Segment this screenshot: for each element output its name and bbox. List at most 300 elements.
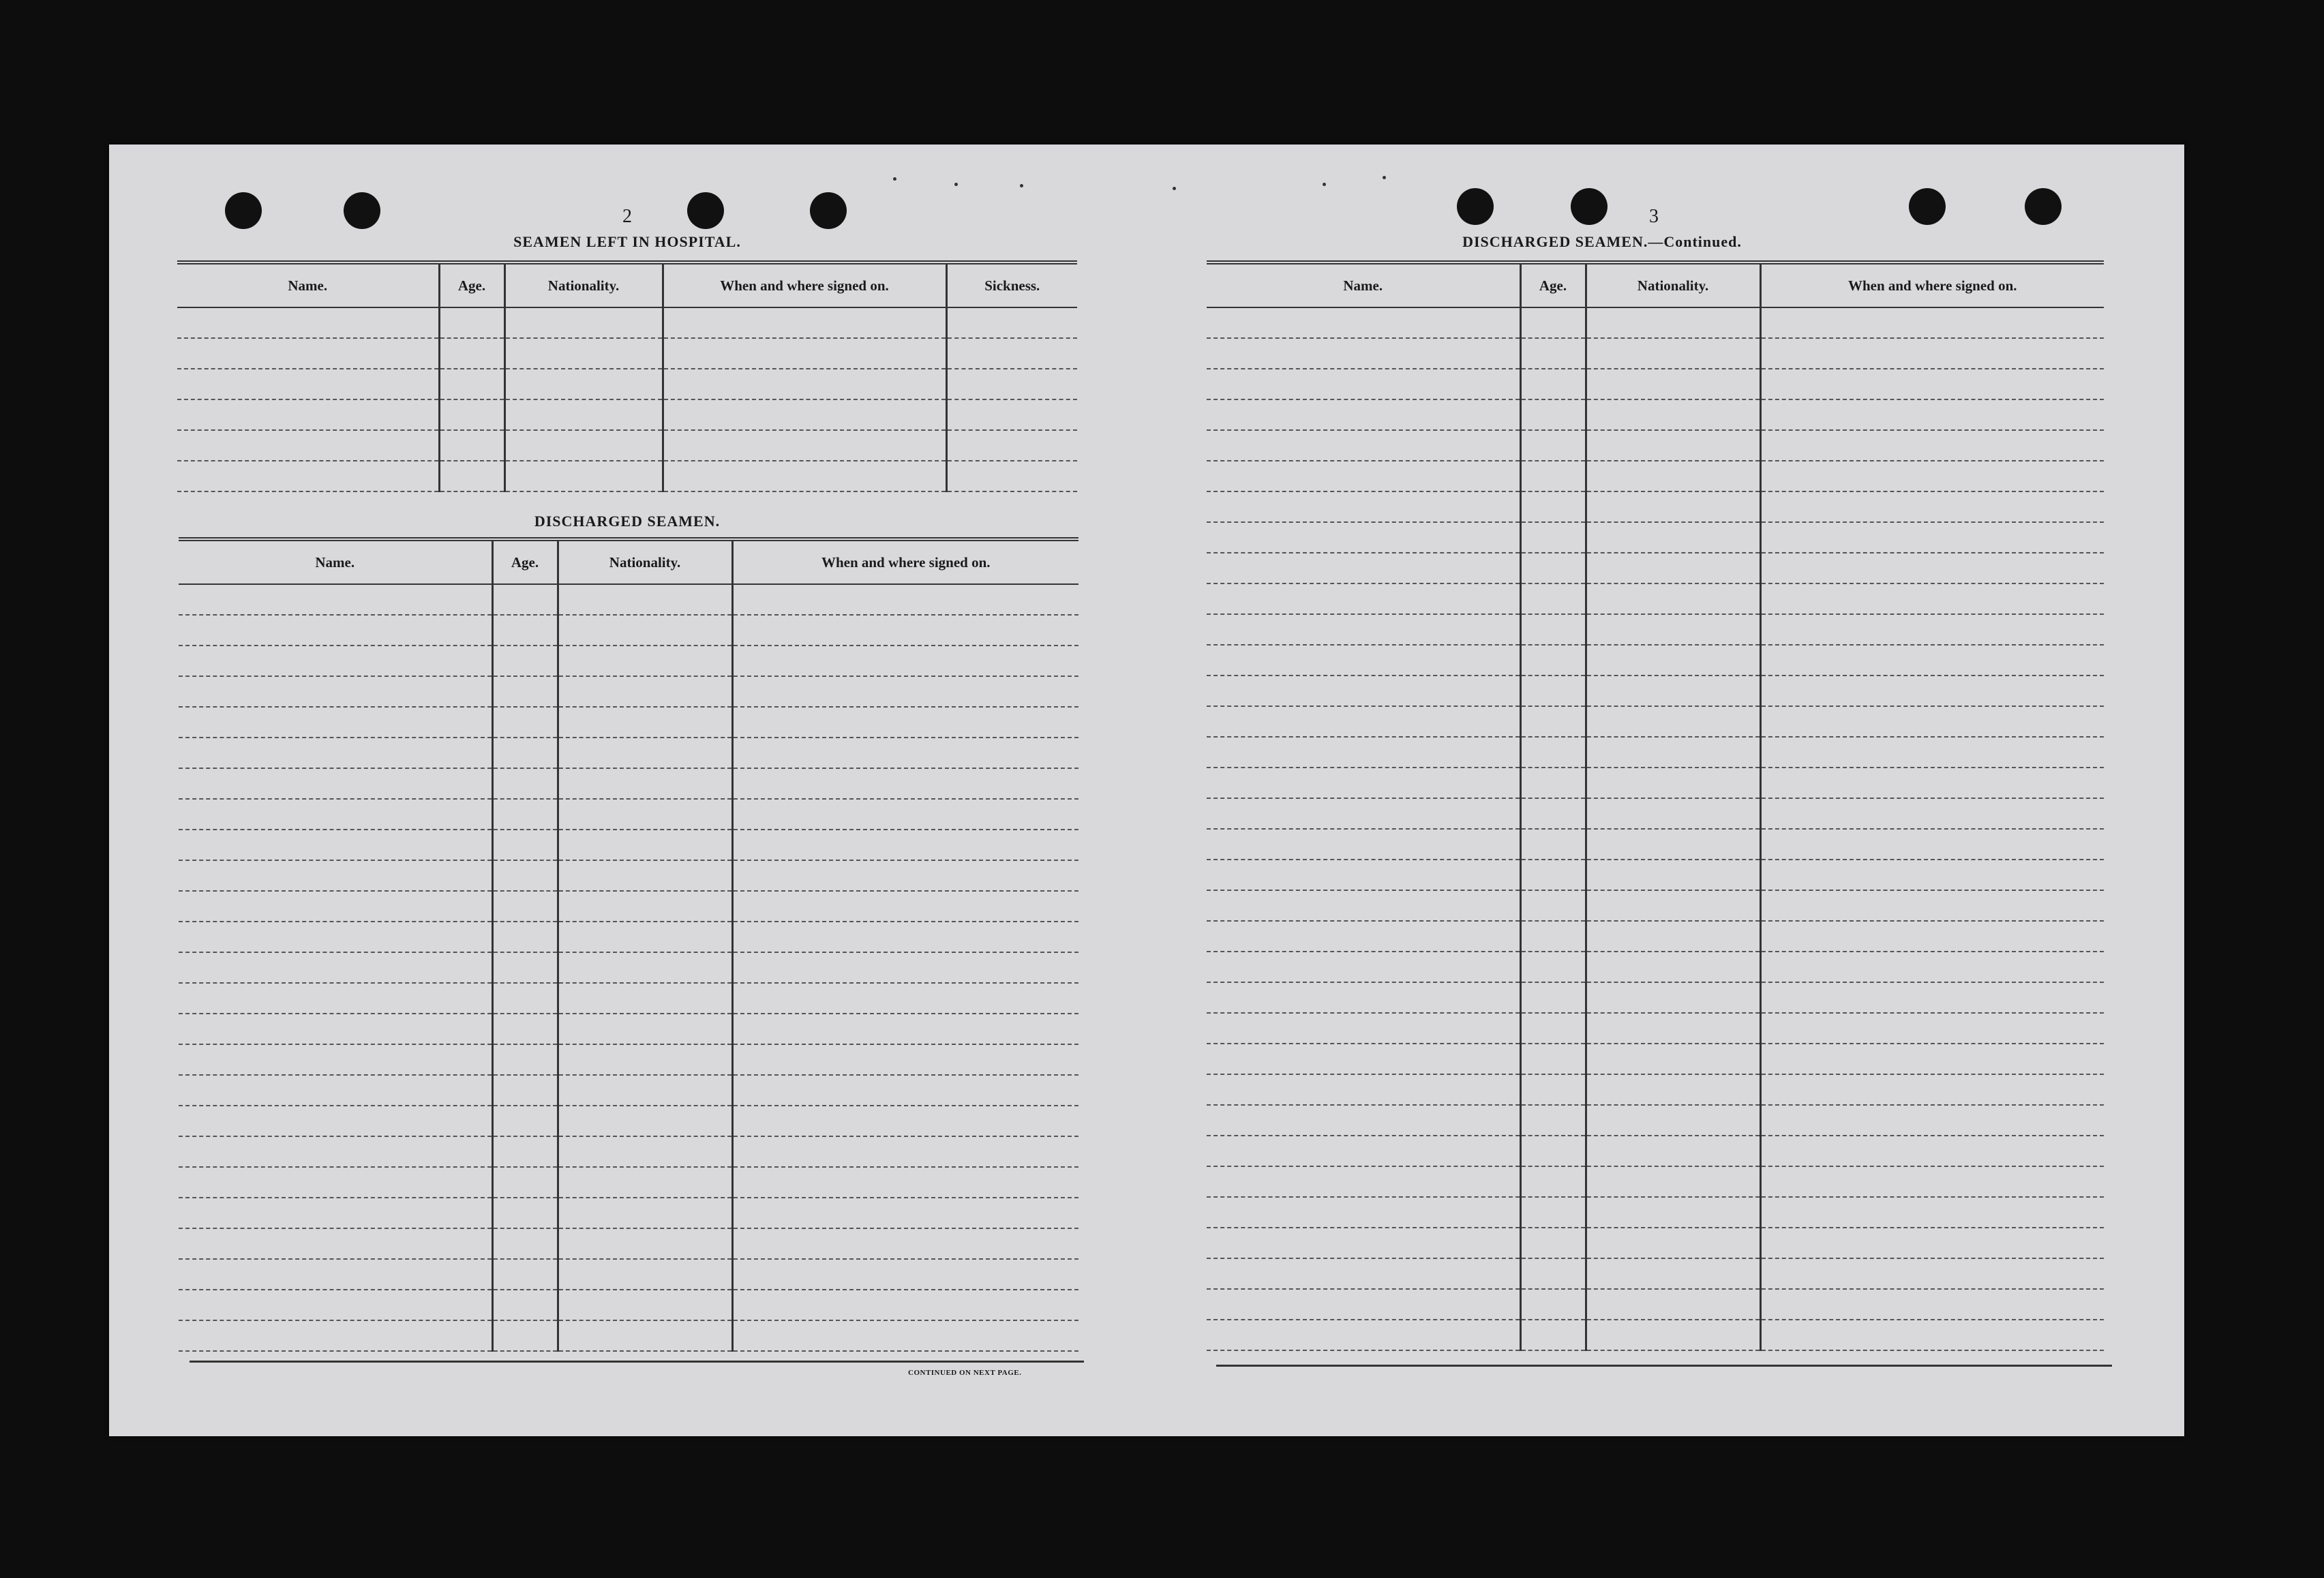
punch-hole-icon xyxy=(1571,188,1608,225)
blank-cell xyxy=(1520,706,1586,737)
right-bottom-rule xyxy=(1216,1365,2112,1367)
blank-cell xyxy=(1586,491,1760,522)
blank-cell xyxy=(1760,1289,2104,1320)
blank-cell xyxy=(1207,829,1520,860)
punch-hole-icon xyxy=(344,192,380,229)
discharged-left-blank-row xyxy=(179,1290,1078,1320)
blank-cell xyxy=(179,891,492,922)
blank-cell xyxy=(732,615,1078,646)
blank-cell xyxy=(663,369,946,399)
blank-cell xyxy=(1586,860,1760,890)
discharged-right-blank-row xyxy=(1207,921,2104,952)
blank-cell xyxy=(1520,1228,1586,1258)
discharged-left-blank-row xyxy=(179,830,1078,860)
discharged-left-table xyxy=(179,537,1078,1352)
blank-cell xyxy=(946,399,1077,430)
blank-cell xyxy=(1520,1320,1586,1350)
blank-cell xyxy=(179,676,492,707)
blank-cell xyxy=(492,1259,558,1290)
punch-hole-icon xyxy=(2025,188,2062,225)
blank-cell xyxy=(1520,491,1586,522)
blank-cell xyxy=(1207,1044,1520,1074)
blank-cell xyxy=(732,891,1078,922)
blank-cell xyxy=(1586,553,1760,583)
blank-cell xyxy=(558,676,732,707)
discharged-right-blank-row xyxy=(1207,1166,2104,1197)
blank-cell xyxy=(558,646,732,676)
blank-cell xyxy=(177,338,439,369)
blank-cell xyxy=(492,584,558,615)
blank-cell xyxy=(1760,461,2104,491)
discharged-right-blank-row xyxy=(1207,890,2104,921)
blank-cell xyxy=(1207,1289,1520,1320)
hospital-blank-row xyxy=(177,399,1077,430)
blank-cell xyxy=(946,430,1077,461)
blank-cell xyxy=(1520,614,1586,645)
discharged-right-blank-row xyxy=(1207,338,2104,369)
blank-cell xyxy=(1586,645,1760,676)
blank-cell xyxy=(1207,338,1520,369)
blank-cell xyxy=(1586,798,1760,829)
blank-cell xyxy=(492,707,558,738)
blank-cell xyxy=(1586,982,1760,1013)
discharged-right-blank-row xyxy=(1207,1258,2104,1289)
ink-speck xyxy=(893,177,896,181)
blank-cell xyxy=(1520,645,1586,676)
discharged-right-blank-row xyxy=(1207,768,2104,798)
blank-cell xyxy=(439,338,504,369)
blank-cell xyxy=(732,1075,1078,1106)
discharged-left-blank-row xyxy=(179,891,1078,922)
blank-cell xyxy=(439,307,504,338)
discharged-right-blank-row xyxy=(1207,982,2104,1013)
blank-cell xyxy=(492,983,558,1014)
blank-cell xyxy=(1520,676,1586,706)
punch-hole-icon xyxy=(1457,188,1494,225)
blank-cell xyxy=(1760,952,2104,982)
discharged-right-blank-row xyxy=(1207,1105,2104,1136)
discharged-left-column-header: Name. xyxy=(179,539,492,584)
blank-cell xyxy=(1207,921,1520,952)
blank-cell xyxy=(1520,399,1586,430)
blank-cell xyxy=(732,768,1078,799)
blank-cell xyxy=(504,430,663,461)
hospital-blank-row xyxy=(177,369,1077,399)
blank-cell xyxy=(1207,952,1520,982)
blank-cell xyxy=(1586,921,1760,952)
blank-cell xyxy=(1760,829,2104,860)
blank-cell xyxy=(1520,829,1586,860)
blank-cell xyxy=(732,922,1078,952)
blank-cell xyxy=(1586,768,1760,798)
blank-cell xyxy=(1760,1013,2104,1044)
blank-cell xyxy=(1586,1136,1760,1166)
blank-cell xyxy=(179,860,492,891)
discharged-right-blank-row xyxy=(1207,553,2104,583)
blank-cell xyxy=(492,1044,558,1075)
blank-cell xyxy=(177,307,439,338)
blank-cell xyxy=(492,891,558,922)
punch-hole-icon xyxy=(1909,188,1946,225)
blank-cell xyxy=(732,983,1078,1014)
blank-cell xyxy=(179,1136,492,1167)
blank-cell xyxy=(1760,430,2104,461)
blank-cell xyxy=(1520,1289,1586,1320)
blank-cell xyxy=(732,1198,1078,1228)
blank-cell xyxy=(732,1320,1078,1351)
blank-cell xyxy=(1207,399,1520,430)
discharged-left-blank-row xyxy=(179,1106,1078,1136)
blank-cell xyxy=(1760,338,2104,369)
blank-cell xyxy=(1207,614,1520,645)
blank-cell xyxy=(1586,676,1760,706)
blank-cell xyxy=(732,707,1078,738)
discharged-right-blank-row xyxy=(1207,829,2104,860)
blank-cell xyxy=(1586,307,1760,338)
blank-cell xyxy=(663,430,946,461)
discharged-right-blank-row xyxy=(1207,952,2104,982)
blank-cell xyxy=(1586,522,1760,553)
discharged-right-blank-row xyxy=(1207,1320,2104,1350)
blank-cell xyxy=(1207,430,1520,461)
blank-cell xyxy=(439,369,504,399)
blank-cell xyxy=(492,1136,558,1167)
blank-cell xyxy=(492,830,558,860)
blank-cell xyxy=(946,461,1077,491)
blank-cell xyxy=(558,1075,732,1106)
blank-cell xyxy=(1760,1136,2104,1166)
blank-cell xyxy=(1760,1320,2104,1350)
blank-cell xyxy=(1520,338,1586,369)
blank-cell xyxy=(179,1290,492,1320)
blank-cell xyxy=(558,1259,732,1290)
blank-cell xyxy=(1520,1044,1586,1074)
blank-cell xyxy=(492,1290,558,1320)
blank-cell xyxy=(1520,1166,1586,1197)
blank-cell xyxy=(492,1228,558,1259)
blank-cell xyxy=(1520,583,1586,614)
blank-cell xyxy=(179,1320,492,1351)
discharged-right-blank-row xyxy=(1207,737,2104,768)
blank-cell xyxy=(1760,307,2104,338)
discharged-right-blank-row xyxy=(1207,307,2104,338)
blank-cell xyxy=(177,369,439,399)
discharged-right-blank-row xyxy=(1207,583,2104,614)
blank-cell xyxy=(558,738,732,768)
discharged-left-blank-row xyxy=(179,1167,1078,1198)
hospital-table xyxy=(177,260,1077,492)
blank-cell xyxy=(1207,522,1520,553)
discharged-left-blank-row xyxy=(179,584,1078,615)
blank-cell xyxy=(1586,369,1760,399)
blank-cell xyxy=(558,922,732,952)
blank-cell xyxy=(1207,369,1520,399)
blank-cell xyxy=(1760,1044,2104,1074)
discharged-right-blank-row xyxy=(1207,369,2104,399)
discharged-left-blank-row xyxy=(179,676,1078,707)
blank-cell xyxy=(1586,890,1760,921)
blank-cell xyxy=(1760,982,2104,1013)
ink-speck xyxy=(954,183,958,186)
punch-hole-icon xyxy=(225,192,262,229)
blank-cell xyxy=(1760,645,2104,676)
blank-cell xyxy=(1760,706,2104,737)
discharged-left-blank-row xyxy=(179,952,1078,983)
blank-cell xyxy=(1207,491,1520,522)
blank-cell xyxy=(179,1259,492,1290)
blank-cell xyxy=(1520,1258,1586,1289)
blank-cell xyxy=(732,738,1078,768)
blank-cell xyxy=(1207,1228,1520,1258)
blank-cell xyxy=(1586,1228,1760,1258)
blank-cell xyxy=(492,676,558,707)
blank-cell xyxy=(558,860,732,891)
discharged-left-blank-row xyxy=(179,615,1078,646)
blank-cell xyxy=(177,461,439,491)
blank-cell xyxy=(504,399,663,430)
blank-cell xyxy=(492,1320,558,1351)
blank-cell xyxy=(504,461,663,491)
discharged-section-title: DISCHARGED SEAMEN. xyxy=(534,513,721,530)
blank-cell xyxy=(1207,737,1520,768)
blank-cell xyxy=(732,1259,1078,1290)
blank-cell xyxy=(663,307,946,338)
blank-cell xyxy=(558,1228,732,1259)
blank-cell xyxy=(1760,676,2104,706)
blank-cell xyxy=(492,1198,558,1228)
discharged-left-blank-row xyxy=(179,1198,1078,1228)
blank-cell xyxy=(179,983,492,1014)
blank-cell xyxy=(1520,1197,1586,1228)
blank-cell xyxy=(177,430,439,461)
blank-cell xyxy=(1586,461,1760,491)
blank-cell xyxy=(492,952,558,983)
blank-cell xyxy=(1760,1197,2104,1228)
hospital-blank-row xyxy=(177,430,1077,461)
blank-cell xyxy=(492,646,558,676)
blank-cell xyxy=(1207,860,1520,890)
blank-cell xyxy=(179,1044,492,1075)
blank-cell xyxy=(1760,768,2104,798)
discharged-right-column-header: Nationality. xyxy=(1586,262,1760,307)
blank-cell xyxy=(1520,1105,1586,1136)
blank-cell xyxy=(1520,768,1586,798)
blank-cell xyxy=(732,1014,1078,1044)
discharged-left-column-header: Nationality. xyxy=(558,539,732,584)
hospital-column-header: Age. xyxy=(439,262,504,307)
discharged-right-column-header: When and where signed on. xyxy=(1760,262,2104,307)
blank-cell xyxy=(1760,860,2104,890)
discharged-right-blank-row xyxy=(1207,430,2104,461)
blank-cell xyxy=(1520,860,1586,890)
blank-cell xyxy=(946,307,1077,338)
blank-cell xyxy=(1520,369,1586,399)
punch-hole-icon xyxy=(810,192,847,229)
discharged-left-blank-row xyxy=(179,707,1078,738)
blank-cell xyxy=(1760,890,2104,921)
blank-cell xyxy=(1586,1044,1760,1074)
blank-cell xyxy=(558,768,732,799)
blank-cell xyxy=(1207,307,1520,338)
blank-cell xyxy=(558,891,732,922)
blank-cell xyxy=(179,1228,492,1259)
blank-cell xyxy=(558,615,732,646)
blank-cell xyxy=(1760,1258,2104,1289)
hospital-section-title: SEAMEN LEFT IN HOSPITAL. xyxy=(513,233,741,250)
blank-cell xyxy=(946,369,1077,399)
blank-cell xyxy=(1520,737,1586,768)
blank-cell xyxy=(1760,522,2104,553)
blank-cell xyxy=(492,1075,558,1106)
blank-cell xyxy=(663,461,946,491)
blank-cell xyxy=(946,338,1077,369)
blank-cell xyxy=(1207,1258,1520,1289)
blank-cell xyxy=(1207,645,1520,676)
discharged-left-blank-row xyxy=(179,646,1078,676)
discharged-right-blank-row xyxy=(1207,1044,2104,1074)
blank-cell xyxy=(179,952,492,983)
ink-speck xyxy=(1173,187,1176,190)
blank-cell xyxy=(1520,1013,1586,1044)
blank-cell xyxy=(558,1320,732,1351)
blank-cell xyxy=(732,1290,1078,1320)
blank-cell xyxy=(1520,1074,1586,1105)
discharged-right-blank-row xyxy=(1207,1136,2104,1166)
blank-cell xyxy=(492,768,558,799)
blank-cell xyxy=(492,922,558,952)
blank-cell xyxy=(1207,798,1520,829)
blank-cell xyxy=(1586,1013,1760,1044)
discharged-right-blank-row xyxy=(1207,491,2104,522)
blank-cell xyxy=(504,338,663,369)
hospital-blank-row xyxy=(177,338,1077,369)
discharged-right-blank-row xyxy=(1207,522,2104,553)
blank-cell xyxy=(732,860,1078,891)
blank-cell xyxy=(1207,461,1520,491)
blank-cell xyxy=(1520,553,1586,583)
discharged-left-blank-row xyxy=(179,1228,1078,1259)
blank-cell xyxy=(1586,614,1760,645)
discharged-left-blank-row xyxy=(179,922,1078,952)
blank-cell xyxy=(1520,798,1586,829)
blank-cell xyxy=(1520,952,1586,982)
blank-cell xyxy=(439,461,504,491)
blank-cell xyxy=(1586,399,1760,430)
blank-cell xyxy=(439,430,504,461)
blank-cell xyxy=(1760,798,2104,829)
discharged-left-blank-row xyxy=(179,983,1078,1014)
blank-cell xyxy=(1760,1228,2104,1258)
discharged-left-blank-row xyxy=(179,1136,1078,1167)
blank-cell xyxy=(1207,553,1520,583)
blank-cell xyxy=(1520,307,1586,338)
blank-cell xyxy=(732,1167,1078,1198)
blank-cell xyxy=(1760,1166,2104,1197)
discharged-right-table xyxy=(1207,260,2104,1351)
blank-cell xyxy=(663,399,946,430)
discharged-left-column-header: When and where signed on. xyxy=(732,539,1078,584)
blank-cell xyxy=(492,738,558,768)
blank-cell xyxy=(1586,1197,1760,1228)
blank-cell xyxy=(732,1106,1078,1136)
blank-cell xyxy=(1207,706,1520,737)
punch-hole-icon xyxy=(687,192,724,229)
blank-cell xyxy=(492,799,558,830)
discharged-left-blank-row xyxy=(179,799,1078,830)
hospital-column-header: Name. xyxy=(177,262,439,307)
blank-cell xyxy=(179,707,492,738)
blank-cell xyxy=(558,1290,732,1320)
blank-cell xyxy=(179,738,492,768)
blank-cell xyxy=(1760,614,2104,645)
discharged-right-blank-row xyxy=(1207,1228,2104,1258)
blank-cell xyxy=(558,983,732,1014)
blank-cell xyxy=(1760,399,2104,430)
blank-cell xyxy=(179,922,492,952)
discharged-continued-title: DISCHARGED SEAMEN.—Continued. xyxy=(1462,233,1742,250)
blank-cell xyxy=(1207,676,1520,706)
blank-cell xyxy=(1207,1013,1520,1044)
blank-cell xyxy=(1207,1320,1520,1350)
blank-cell xyxy=(1586,1105,1760,1136)
blank-cell xyxy=(663,338,946,369)
blank-cell xyxy=(732,799,1078,830)
discharged-left-blank-row xyxy=(179,1320,1078,1351)
blank-cell xyxy=(1760,369,2104,399)
blank-cell xyxy=(732,646,1078,676)
ink-speck xyxy=(1020,184,1023,187)
discharged-right-column-header: Age. xyxy=(1520,262,1586,307)
blank-cell xyxy=(1520,522,1586,553)
blank-cell xyxy=(492,860,558,891)
blank-cell xyxy=(1760,1105,2104,1136)
discharged-right-blank-row xyxy=(1207,1013,2104,1044)
blank-cell xyxy=(1520,921,1586,952)
blank-cell xyxy=(1586,737,1760,768)
blank-cell xyxy=(558,1167,732,1198)
hospital-blank-row xyxy=(177,307,1077,338)
discharged-left-column-header: Age. xyxy=(492,539,558,584)
blank-cell xyxy=(1207,768,1520,798)
blank-cell xyxy=(558,799,732,830)
page-number-left: 2 xyxy=(622,206,632,227)
discharged-right-blank-row xyxy=(1207,614,2104,645)
blank-cell xyxy=(179,646,492,676)
discharged-left-blank-row xyxy=(179,1014,1078,1044)
blank-cell xyxy=(558,707,732,738)
blank-cell xyxy=(179,830,492,860)
hospital-blank-row xyxy=(177,461,1077,491)
blank-cell xyxy=(1207,982,1520,1013)
blank-cell xyxy=(732,952,1078,983)
blank-cell xyxy=(1760,921,2104,952)
blank-cell xyxy=(1207,1074,1520,1105)
blank-cell xyxy=(558,584,732,615)
blank-cell xyxy=(1760,583,2104,614)
page-number-right: 3 xyxy=(1649,206,1659,227)
discharged-right-blank-row xyxy=(1207,860,2104,890)
blank-cell xyxy=(1207,583,1520,614)
discharged-right-blank-row xyxy=(1207,1074,2104,1105)
blank-cell xyxy=(179,615,492,646)
blank-cell xyxy=(558,952,732,983)
blank-cell xyxy=(179,768,492,799)
ink-speck xyxy=(1383,176,1386,179)
blank-cell xyxy=(1586,430,1760,461)
discharged-left-blank-row xyxy=(179,738,1078,768)
blank-cell xyxy=(179,1167,492,1198)
blank-cell xyxy=(1760,737,2104,768)
